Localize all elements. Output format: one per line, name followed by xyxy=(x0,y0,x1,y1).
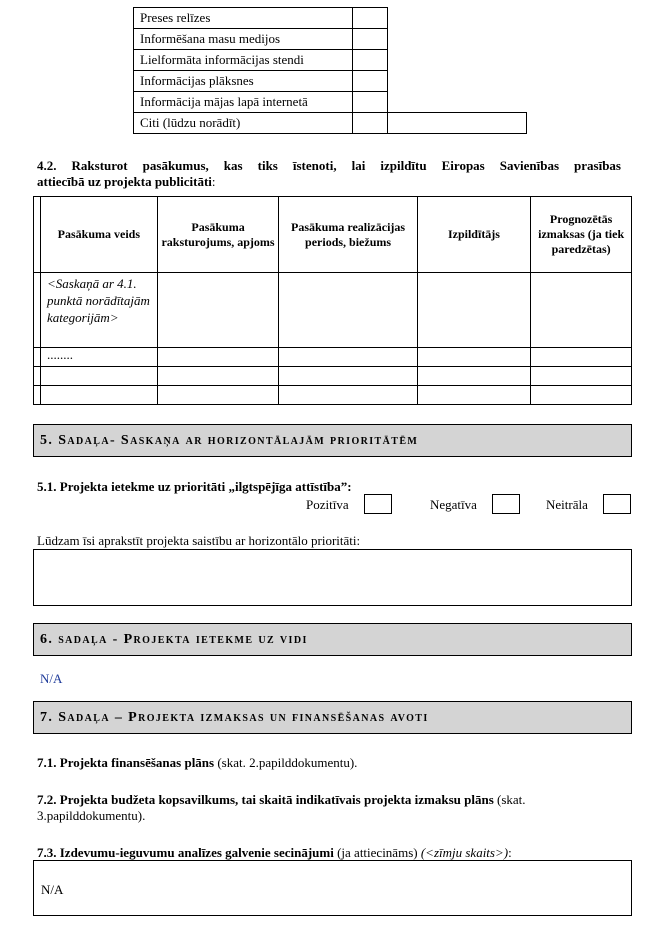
table-cell[interactable] xyxy=(157,348,279,367)
table-cell[interactable] xyxy=(157,386,279,405)
category-label: Lielformāta informācijas stendi xyxy=(134,50,353,71)
table-row xyxy=(134,50,527,71)
category-mark-cell[interactable] xyxy=(353,71,388,92)
column-header: Izpildītājs xyxy=(417,197,531,273)
table-cell[interactable] xyxy=(417,348,531,367)
table-cell[interactable] xyxy=(279,348,417,367)
category-label: Informācija mājas lapā internetā xyxy=(134,92,353,113)
table-cell[interactable] xyxy=(279,273,417,348)
section-6-header: 6. sadaļa - Projekta ietekme uz vidi xyxy=(33,623,632,656)
neutral-checkbox[interactable] xyxy=(603,494,631,514)
section-4-2-heading: 4.2. Raksturot pasākumus, kas tiks īstenoti, lai izpildītu Eiropas Savienības prasības attiecībā uz projekta publicitāti: xyxy=(37,158,621,189)
column-header: Pasākuma veids xyxy=(41,197,158,273)
table-cell[interactable] xyxy=(157,367,279,386)
cost-benefit-value: N/A xyxy=(41,882,64,897)
table-cell[interactable] xyxy=(417,386,531,405)
table-cell[interactable] xyxy=(157,273,279,348)
impact-options xyxy=(306,494,632,516)
table-cell[interactable] xyxy=(41,367,158,386)
section-7-header: 7. Sadaļa – Projekta izmaksas un finansēšanas avoti xyxy=(33,701,632,734)
table-cell[interactable] xyxy=(41,386,158,405)
positive-label: Pozitīva xyxy=(306,497,349,512)
positive-checkbox[interactable] xyxy=(364,494,392,514)
category-mark-cell[interactable] xyxy=(353,50,388,71)
table-cell[interactable] xyxy=(417,367,531,386)
publicity-events-table xyxy=(33,196,632,405)
category-mark-cell[interactable] xyxy=(353,8,388,29)
table-row xyxy=(134,113,527,134)
table-row xyxy=(34,348,632,367)
section-7-3: 7.3. Izdevumu-ieguvumu analīzes galvenie secinājumi (ja attiecināms) (<zīmju skaits>): xyxy=(37,845,512,860)
category-label: Informācijas plāksnes xyxy=(134,71,353,92)
category-label: Preses relīzes xyxy=(134,8,353,29)
table-row xyxy=(134,71,527,92)
column-header: Prognozētās izmaksas (ja tiek paredzētas) xyxy=(531,197,632,273)
other-specify-cell[interactable] xyxy=(388,113,527,134)
section-5-1-label: 5.1. Projekta ietekme uz prioritāti „ilgtspējīga attīstība”: xyxy=(37,479,352,494)
table-cell[interactable] xyxy=(531,273,632,348)
table-row xyxy=(34,386,632,405)
table-cell[interactable] xyxy=(531,386,632,405)
section-6-value: N/A xyxy=(40,671,63,686)
category-mark-cell[interactable] xyxy=(353,29,388,50)
cost-benefit-conclusions-field[interactable] xyxy=(33,860,632,916)
category-mark-cell[interactable] xyxy=(353,113,388,134)
horizontal-priority-description-field[interactable] xyxy=(33,549,632,606)
table-row xyxy=(34,367,632,386)
section-7-1: 7.1. Projekta finansēšanas plāns (skat. 2.papilddokumentu). xyxy=(37,755,358,770)
category-mark-cell[interactable] xyxy=(353,92,388,113)
category-label: Informēšana masu medijos xyxy=(134,29,353,50)
negative-label: Negatīva xyxy=(430,497,477,512)
publicity-categories-table xyxy=(133,7,527,134)
column-header: Pasākuma raksturojums, apjoms xyxy=(157,197,279,273)
section-5-request-label: Lūdzam īsi aprakstīt projekta saistību ar horizontālo prioritāti: xyxy=(37,533,361,548)
table-cell[interactable] xyxy=(279,386,417,405)
neutral-label: Neitrāla xyxy=(546,497,588,512)
negative-checkbox[interactable] xyxy=(492,494,520,514)
table-row xyxy=(34,273,632,348)
category-label: Citi (lūdzu norādīt) xyxy=(134,113,353,134)
table-row xyxy=(134,92,527,113)
column-header: Pasākuma realizācijas periods, biežums xyxy=(279,197,417,273)
table-cell[interactable] xyxy=(279,367,417,386)
table-row xyxy=(134,29,527,50)
table-cell[interactable] xyxy=(417,273,531,348)
section-5-header: 5. Sadaļa- Saskaņa ar horizontālajām prioritātēm xyxy=(33,424,632,457)
table-row xyxy=(134,8,527,29)
table-cell[interactable] xyxy=(531,367,632,386)
section-7-2: 7.2. Projekta budžeta kopsavilkums, tai skaitā indikatīvais projekta izmaksu plāns (skat. 3.papilddokumentu). xyxy=(37,792,526,823)
table-header-row xyxy=(34,197,632,273)
event-type-cell[interactable]: ........ xyxy=(41,348,158,367)
table-cell[interactable] xyxy=(531,348,632,367)
event-type-cell[interactable]: <Saskaņā ar 4.1. punktā norādītajām kategorijām> xyxy=(41,273,158,348)
